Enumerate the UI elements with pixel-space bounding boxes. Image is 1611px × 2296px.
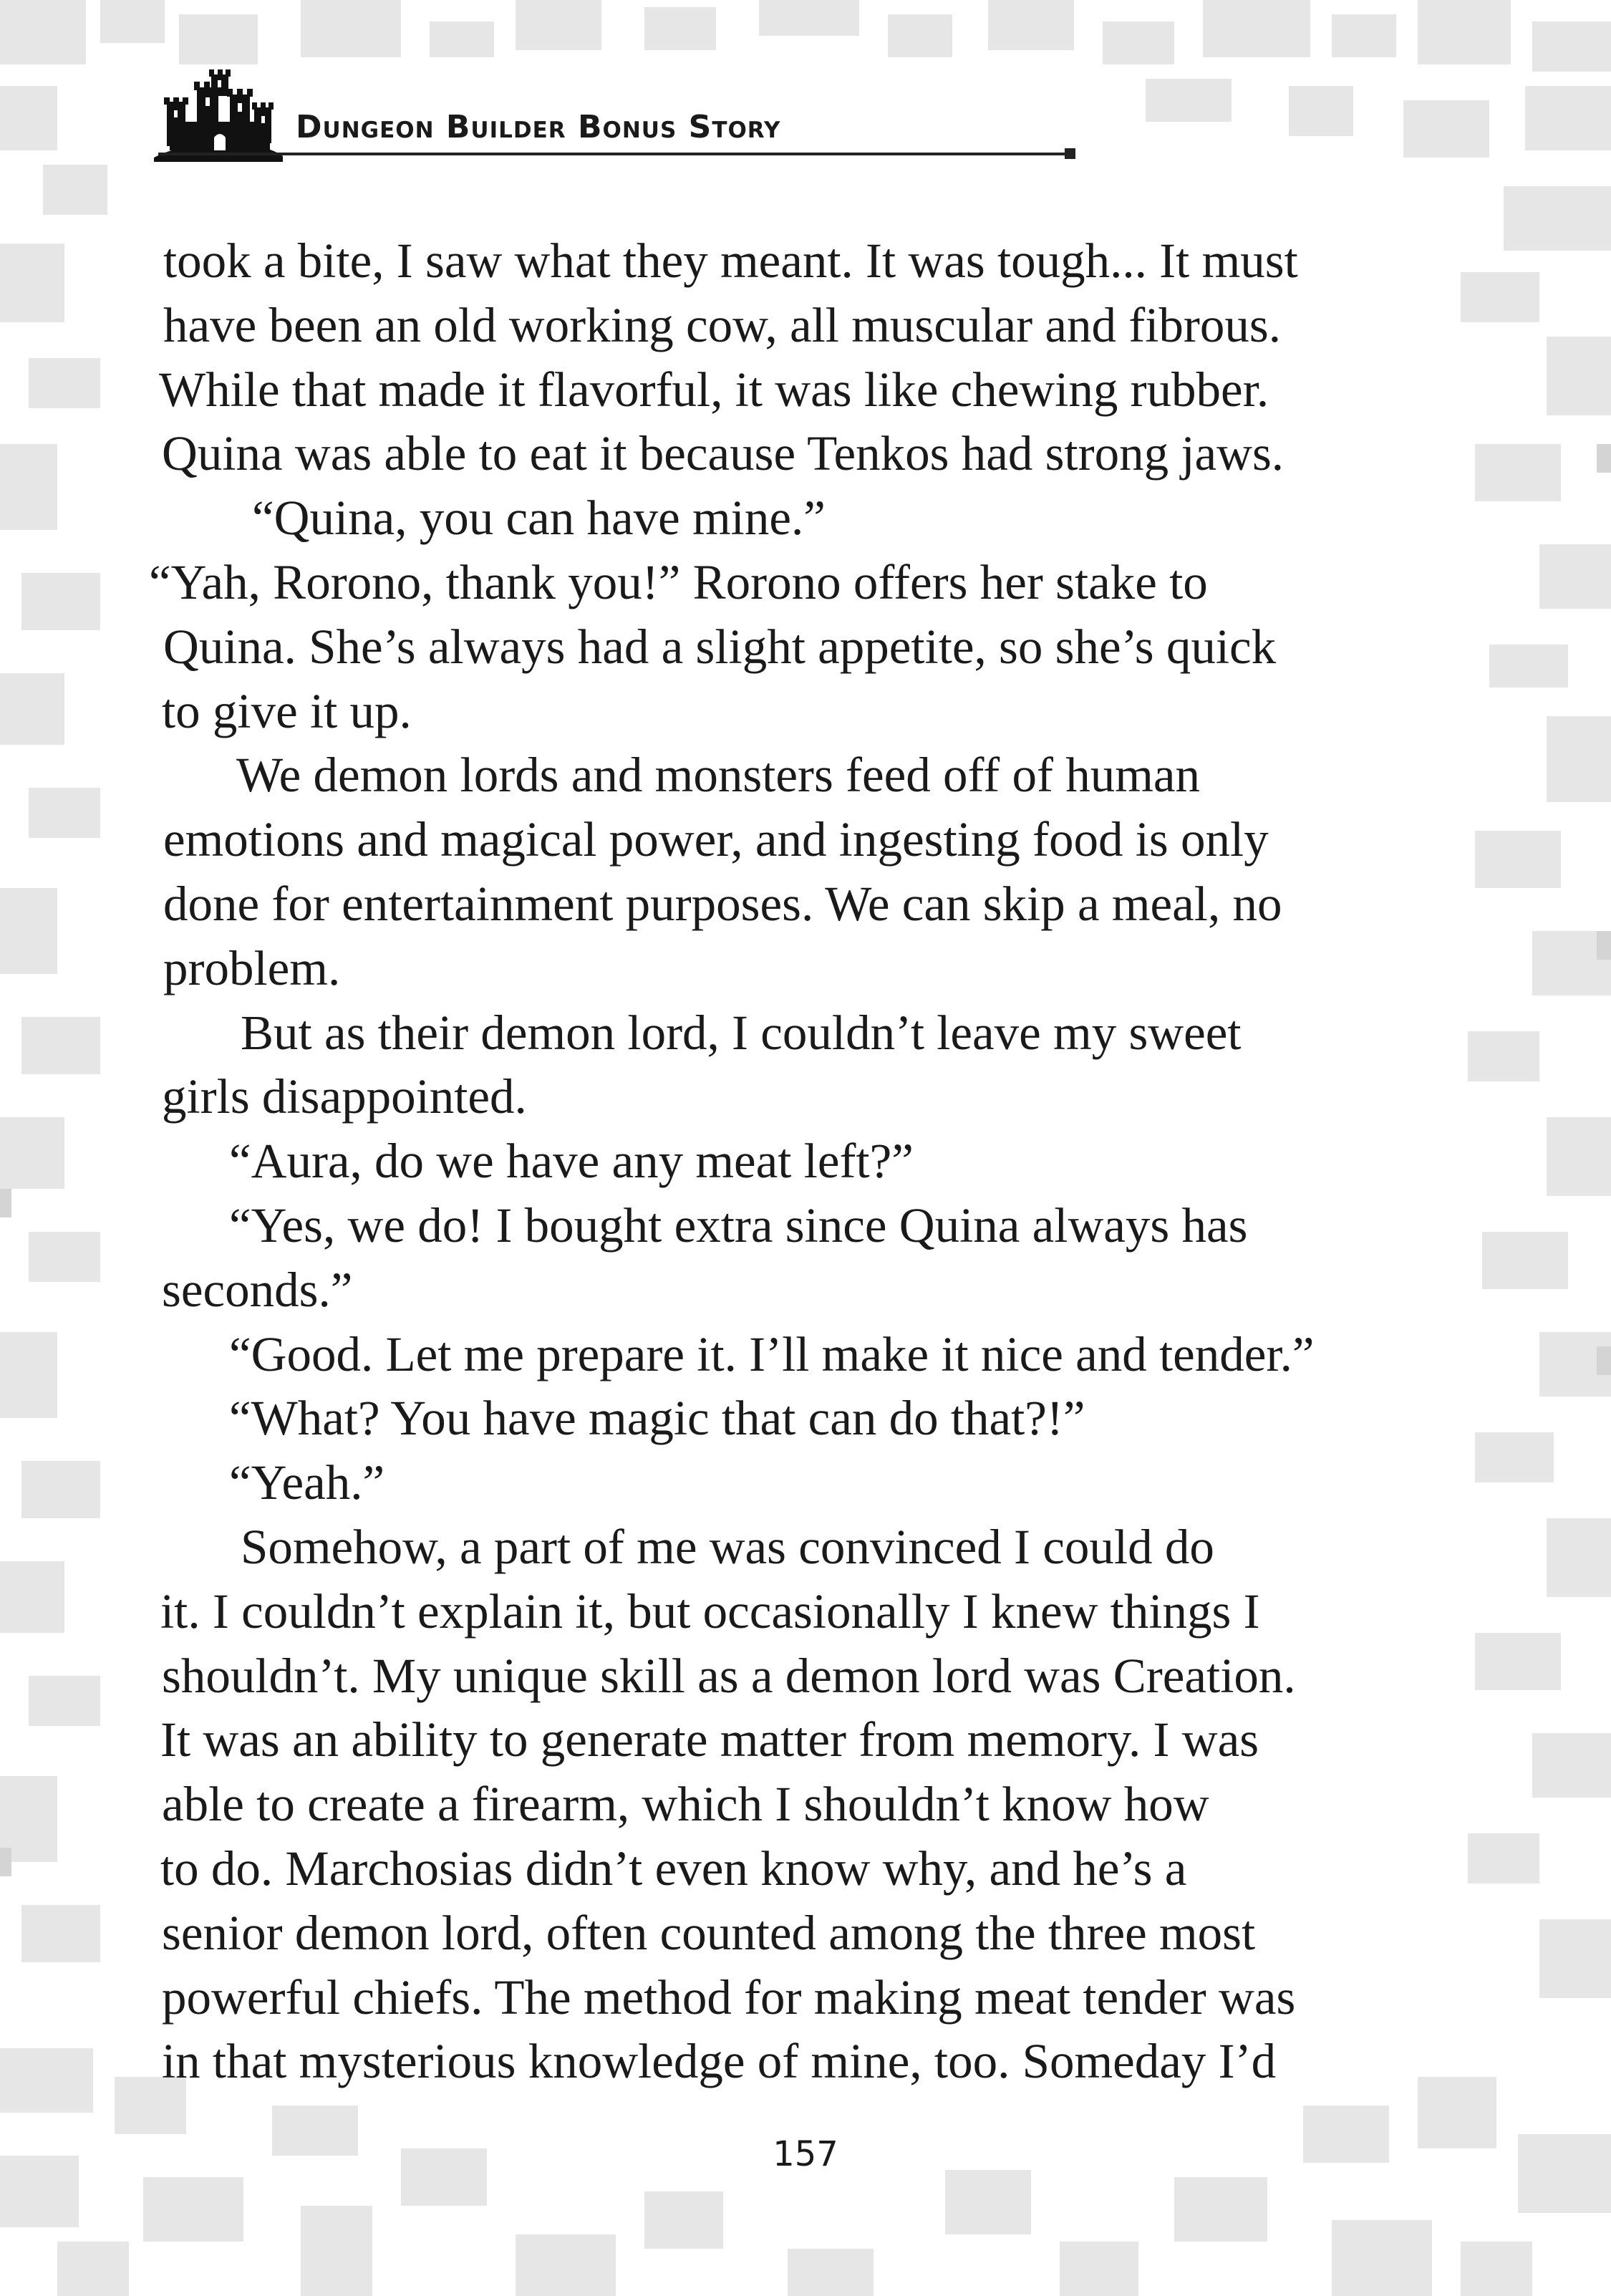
- page-number: 157: [773, 2134, 838, 2174]
- text-line: While that made it flavorful, it was like chewing rubber.: [159, 362, 1269, 417]
- castle-icon: [154, 66, 283, 166]
- text-line: “What? You have magic that can do that?!”: [229, 1391, 1085, 1446]
- text-line: it. I couldn’t explain it, but occasionally I knew things I: [160, 1583, 1260, 1639]
- text-line: “Yah, Rorono, thank you!” Rorono offers her stake to: [149, 554, 1208, 609]
- text-line: shouldn’t. My unique skill as a demon lord was Creation.: [162, 1648, 1296, 1703]
- text-line: It was an ability to generate matter from memory. I was: [160, 1712, 1259, 1767]
- text-line: But as their demon lord, I couldn’t leave my sweet: [241, 1005, 1242, 1060]
- text-line: Quina. She’s always had a slight appetite, so she’s quick: [163, 619, 1277, 674]
- text-line: able to create a firearm, which I shouldn’t know how: [162, 1777, 1209, 1832]
- text-line: Somehow, a part of me was convinced I could do: [241, 1519, 1214, 1574]
- body-text: [143, 229, 1446, 2094]
- text-line: We demon lords and monsters feed off of human: [236, 748, 1201, 803]
- text-line: done for entertainment purposes. We can skip a meal, no: [163, 876, 1282, 931]
- text-line: girls disappointed.: [162, 1069, 527, 1124]
- text-line: to give it up.: [162, 683, 412, 738]
- running-header: [154, 66, 1078, 166]
- text-line: seconds.”: [162, 1262, 353, 1317]
- text-line: “Good. Let me prepare it. I’ll make it nice and tender.”: [229, 1326, 1315, 1381]
- text-line: senior demon lord, often counted among the three most: [162, 1905, 1256, 1960]
- text-line: in that mysterious knowledge of mine, too. Someday I’d: [162, 2034, 1277, 2089]
- text-line: “Aura, do we have any meat left?”: [229, 1134, 914, 1189]
- text-line: problem.: [163, 940, 341, 995]
- text-line: powerful chiefs. The method for making meat tender was: [162, 1969, 1296, 2025]
- text-line: Quina was able to eat it because Tenkos had strong jaws.: [162, 426, 1285, 481]
- header-divider-end-mark: [1065, 148, 1075, 159]
- header-divider: [158, 153, 1068, 155]
- text-line: “Quina, you can have mine.”: [252, 491, 826, 546]
- running-head-title: Dungeon Builder Bonus Story: [296, 109, 781, 145]
- text-line: emotions and magical power, and ingesting food is only: [163, 812, 1269, 867]
- text-line: “Yeah.”: [229, 1455, 385, 1510]
- text-line: took a bite, I saw what they meant. It was tough... It must: [163, 233, 1298, 288]
- text-line: have been an old working cow, all muscular and fibrous.: [163, 297, 1281, 352]
- text-line: “Yes, we do! I bought extra since Quina always has: [229, 1197, 1248, 1253]
- text-line: to do. Marchosias didn’t even know why, and he’s a: [160, 1841, 1187, 1896]
